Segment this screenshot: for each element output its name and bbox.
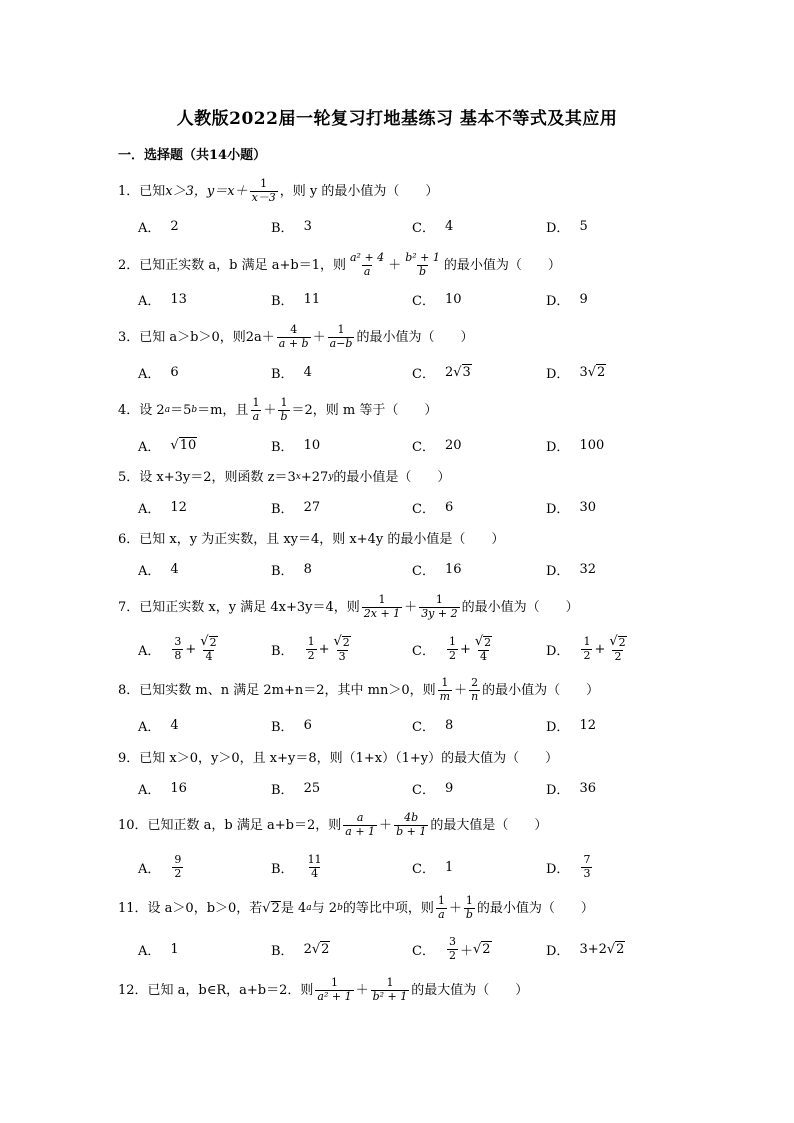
- q9-number: 9．: [118, 750, 140, 766]
- q1-post: ，则 y 的最小值为（ ）: [279, 183, 439, 199]
- q3-option-a[interactable]: A． 6: [138, 364, 179, 382]
- q12-fraction-2: $\frac{1}{\text{b² + 1}}$: [372, 975, 408, 1003]
- question-2: 2． 已知正实数 a，b 满足 a+b＝1，则 $\frac{\text{a² + 4}}{a}$ ＋ $\frac{\text{b² + 1}}{b}$ 的最小值为（ ）: [118, 250, 561, 278]
- q4-number: 4．: [118, 402, 140, 418]
- question-8: 8． 已知实数 m、n 满足 2m+n＝2，其中 mn＞0，则 $\frac{1}{m}$ ＋ $\frac{2}{n}$ 的最小值为（ ）: [118, 675, 600, 703]
- q7-fraction-2: $\frac{1}{3y + 2}$: [421, 592, 458, 620]
- sqrt-icon: √ 2: [472, 942, 491, 957]
- q3-options: [0, 355, 794, 389]
- sqrt-icon: √ 3: [453, 365, 471, 380]
- q11-number: 11．: [118, 900, 148, 916]
- q8-fraction-1: $\frac{1}{m}$: [439, 675, 451, 703]
- question-1: [118, 177, 718, 205]
- q3-pre: 已知 a＞b＞0，则2a＋: [139, 329, 275, 345]
- q2-fraction-1: $\frac{\text{a² + 4}}{a}$: [350, 250, 385, 278]
- q1-frac-den: x－3: [251, 190, 276, 204]
- q10-option-d[interactable]: D． $\frac{7}{3}$: [546, 852, 591, 880]
- question-11: 11． 设 a＞0，b＞0，若 √ 2 是 4 a 与 2 b 的等比中项，则 $\frac{1}{a}$ ＋ $\frac{1}{b}$ 的最小值为（ ）: [118, 893, 594, 921]
- q1-options: [0, 209, 794, 243]
- q2-option-c[interactable]: C． 10: [412, 291, 462, 309]
- q1-fraction: [250, 178, 278, 204]
- q7-option-d[interactable]: D． $\frac{1}{2}$ + √ 2 2: [546, 633, 626, 663]
- q8-option-a[interactable]: A． 4: [138, 717, 179, 735]
- sqrt-icon: √ 2: [474, 633, 492, 649]
- question-6: 6． 已知 x，y 为正实数，且 xy＝4，则 x+4y 的最小值是（ ）: [118, 531, 505, 547]
- q11-fraction-2: $\frac{1}{b}$: [465, 893, 473, 921]
- q7-number: 7．: [118, 599, 140, 615]
- q11-options: [0, 932, 794, 966]
- q5-number: 5．: [118, 469, 140, 485]
- q9-option-a[interactable]: A． 16: [138, 780, 187, 798]
- sqrt-icon: √ 2: [200, 633, 217, 649]
- q10-option-a[interactable]: A． $\frac{9}{2}$: [138, 852, 182, 880]
- q3-fraction-2: $\frac{1}{a-b}$: [329, 322, 353, 350]
- q9-options: [0, 771, 794, 805]
- q2-number: 2．: [118, 257, 140, 273]
- q5-option-a[interactable]: A． 12: [138, 499, 187, 517]
- q10-options: [0, 850, 794, 884]
- q2-option-a[interactable]: A． 13: [138, 291, 187, 309]
- question-7: 7． 已知正实数 x，y 满足 4x+3y＝4，则 $\frac{1}{2x + 1}$ ＋ $\frac{1}{3y + 2}$ 的最小值为（ ）: [118, 592, 579, 620]
- q3-option-d[interactable]: D． 3 √ 2: [546, 364, 606, 382]
- q5-options: [0, 490, 794, 524]
- q3-fraction-1: $\frac{4}{a + b}$: [278, 322, 309, 350]
- q1-option-d[interactable]: D． 5: [546, 218, 588, 236]
- question-4: 4． 设 2 a ＝5 b ＝m，且 $\frac{1}{a}$ ＋ $\frac{1}{b}$ ＝2，则 m 等于（ ）: [118, 395, 438, 423]
- q4-option-d[interactable]: D． 100: [546, 437, 605, 455]
- sqrt-icon: √ 10: [170, 438, 197, 453]
- q6-option-d[interactable]: D． 32: [546, 561, 596, 579]
- q3-post: 的最小值为（ ）: [356, 329, 474, 345]
- q12-number: 12．: [118, 982, 148, 998]
- q4-fraction-1: $\frac{1}{a}$: [252, 395, 260, 423]
- q11-option-d[interactable]: D． 3+2 √ 2: [546, 941, 625, 959]
- sqrt-icon: √ 2: [262, 901, 280, 916]
- q10-option-c[interactable]: C． 1: [412, 859, 454, 877]
- q7-option-b[interactable]: B． $\frac{1}{2}$ + √ 2 3: [271, 633, 350, 663]
- sqrt-icon: √ 2: [606, 942, 625, 957]
- q1-frac-num: 1: [260, 176, 268, 190]
- q10-fraction-1: $\frac{a}{a + 1}$: [345, 810, 376, 838]
- q8-fraction-2: $\frac{2}{n}$: [471, 675, 479, 703]
- q3-option-c[interactable]: C． 2 √ 3: [412, 364, 471, 382]
- q7-option-c[interactable]: C． $\frac{1}{2}$ + √ 2 4: [412, 633, 492, 663]
- q2-option-d[interactable]: D． 9: [546, 291, 588, 309]
- q9-option-b[interactable]: B． 25: [271, 780, 321, 798]
- q10-fraction-2: $\frac{4b}{b + 1}$: [396, 810, 427, 838]
- q8-option-b[interactable]: B． 6: [271, 717, 312, 735]
- q7-fraction-1: $\frac{1}{2x + 1}$: [363, 592, 401, 620]
- q9-option-c[interactable]: C． 9: [412, 780, 454, 798]
- q3-number: 3．: [118, 329, 140, 345]
- q4-option-a[interactable]: A． √ 10: [138, 438, 197, 455]
- sqrt-icon: √ 2: [587, 365, 606, 380]
- section-heading: 一．选择题（共14小题）: [118, 148, 267, 163]
- q8-option-c[interactable]: C． 8: [412, 717, 454, 735]
- q6-option-c[interactable]: C． 16: [412, 561, 462, 579]
- sqrt-icon: √ 2: [609, 633, 626, 649]
- q1-option-a[interactable]: A． 2: [138, 218, 179, 236]
- q6-option-a[interactable]: A． 4: [138, 561, 179, 579]
- q2-post: 的最小值为（ ）: [443, 257, 561, 273]
- q4-option-c[interactable]: C． 20: [412, 437, 462, 455]
- q4-options: [0, 428, 794, 462]
- q4-fraction-2: $\frac{1}{b}$: [280, 395, 288, 423]
- q11-fraction-1: $\frac{1}{a}$: [437, 893, 445, 921]
- question-9: 9． 已知 x＞0，y＞0，且 x+y＝8，则（1+x）（1+y）的最大值为（ ）: [118, 750, 559, 766]
- sqrt-icon: √ 2: [311, 942, 330, 957]
- q10-option-b[interactable]: B． $\frac{11}{4}$: [271, 852, 322, 880]
- q2-fraction-2: $\frac{\text{b² + 1}}{b}$: [405, 250, 440, 278]
- q12-fraction-1: $\frac{1}{\text{a² + 1}}$: [317, 975, 352, 1003]
- q5-option-c[interactable]: C． 6: [412, 499, 454, 517]
- q2-options: [0, 282, 794, 316]
- q1-option-b[interactable]: B． 3: [271, 218, 312, 236]
- q8-options: [0, 708, 794, 742]
- q11-option-b[interactable]: B． 2 √ 2: [271, 941, 330, 959]
- question-5: 5． 设 x+3y＝2，则函数 z＝3 x +27 y 的最小值是（ ）: [118, 469, 451, 485]
- question-10: 10． 已知正数 a，b 满足 a+b＝2，则 $\frac{a}{a + 1}$ ＋ $\frac{4b}{b + 1}$ 的最大值是（ ）: [118, 810, 548, 838]
- q10-number: 10．: [118, 817, 148, 833]
- question-12: 12． 已知 a，b∈R，a+b＝2．则 $\frac{1}{\text{a² + 1}}$ ＋ $\frac{1}{\text{b² + 1}}$ 的最大值为（ ）: [118, 975, 529, 1003]
- q1-option-c[interactable]: C． 4: [412, 218, 454, 236]
- q4-option-b[interactable]: B． 10: [271, 437, 321, 455]
- q5-option-b[interactable]: B． 27: [271, 499, 321, 517]
- q3-option-b[interactable]: B． 4: [271, 364, 312, 382]
- q2-option-b[interactable]: B． 11: [271, 291, 321, 309]
- q5-option-d[interactable]: D． 30: [546, 499, 596, 517]
- q1-number: 1．: [118, 183, 140, 199]
- q7-option-a[interactable]: A． $\frac{3}{8}$ + √ 2 4: [138, 633, 217, 663]
- q8-option-d[interactable]: D． 12: [546, 717, 596, 735]
- q1-condition: x＞3，y＝x＋: [165, 183, 248, 199]
- q9-option-d[interactable]: D． 36: [546, 780, 596, 798]
- q6-options: [0, 552, 794, 586]
- sqrt-icon: √ 2: [333, 633, 350, 649]
- q1-pre: 已知: [139, 183, 166, 199]
- q11-option-a[interactable]: A． 1: [138, 941, 179, 959]
- q6-option-b[interactable]: B． 8: [271, 561, 312, 579]
- page-title: 人教版2022届一轮复习打地基练习 基本不等式及其应用: [176, 109, 618, 129]
- q6-number: 6．: [118, 531, 140, 547]
- q11-option-c[interactable]: C． $\frac{3}{2}$ ＋ √ 2: [412, 934, 491, 962]
- q2-pre: 已知正实数 a，b 满足 a+b＝1，则: [139, 257, 346, 273]
- question-3: 3． 已知 a＞b＞0，则2a＋ $\frac{4}{a + b}$ ＋ $\frac{1}{a-b}$ 的最小值为（ ）: [118, 322, 474, 350]
- q7-options: [0, 632, 794, 666]
- q8-number: 8．: [118, 682, 140, 698]
